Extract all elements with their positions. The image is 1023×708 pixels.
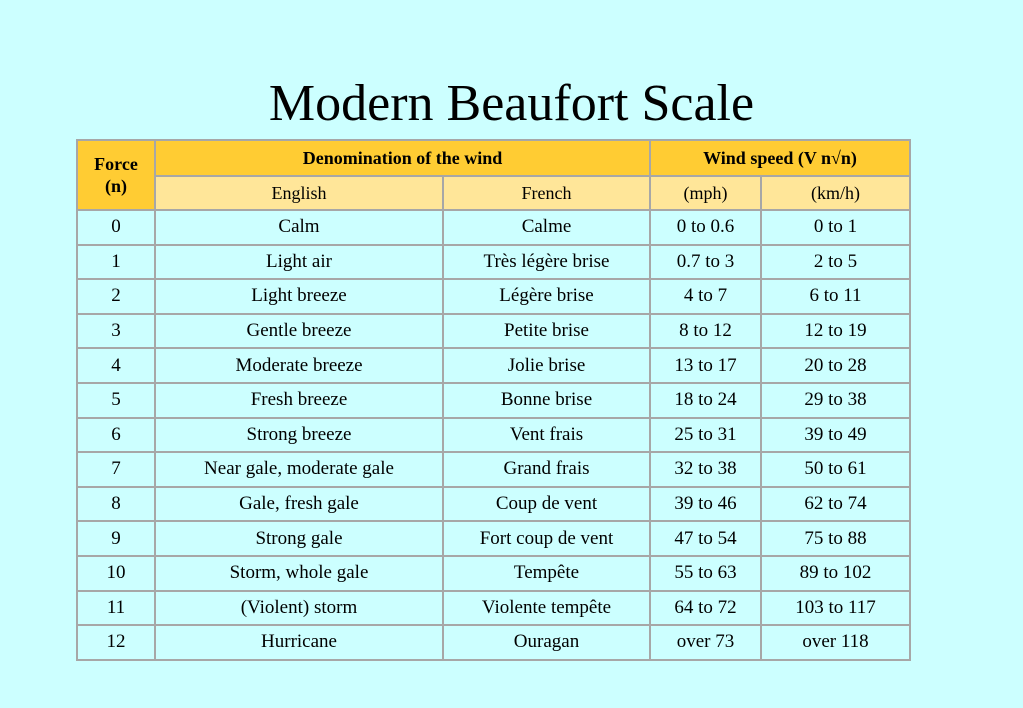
- cell-force: 9: [77, 521, 155, 556]
- cell-mph: 13 to 17: [650, 348, 761, 383]
- cell-french: Très légère brise: [443, 245, 650, 280]
- cell-mph: 25 to 31: [650, 418, 761, 453]
- table-row: [77, 314, 910, 349]
- cell-force: 8: [77, 487, 155, 522]
- table-row: [77, 279, 910, 314]
- cell-english: Fresh breeze: [155, 383, 443, 418]
- cell-french: Violente tempête: [443, 591, 650, 626]
- cell-mph: 0.7 to 3: [650, 245, 761, 280]
- cell-kmh: 12 to 19: [761, 314, 910, 349]
- cell-force: 11: [77, 591, 155, 626]
- cell-mph: 39 to 46: [650, 487, 761, 522]
- cell-mph: 0 to 0.6: [650, 210, 761, 245]
- page-title: Modern Beaufort Scale: [268, 75, 755, 132]
- cell-kmh: 75 to 88: [761, 521, 910, 556]
- table-body: [77, 210, 910, 660]
- cell-french: Bonne brise: [443, 383, 650, 418]
- cell-kmh: 62 to 74: [761, 487, 910, 522]
- cell-french: Calme: [443, 210, 650, 245]
- cell-english: Moderate breeze: [155, 348, 443, 383]
- cell-french: Ouragan: [443, 625, 650, 660]
- table-row: [77, 591, 910, 626]
- cell-english: Strong gale: [155, 521, 443, 556]
- table-row: [77, 245, 910, 280]
- table-row: [77, 210, 910, 245]
- cell-english: Hurricane: [155, 625, 443, 660]
- cell-english: Near gale, moderate gale: [155, 452, 443, 487]
- cell-mph: 55 to 63: [650, 556, 761, 591]
- table-row: [77, 521, 910, 556]
- beaufort-table: [76, 139, 911, 661]
- header-mph: (mph): [650, 176, 761, 210]
- cell-force: 0: [77, 210, 155, 245]
- cell-force: 12: [77, 625, 155, 660]
- cell-force: 3: [77, 314, 155, 349]
- cell-force: 5: [77, 383, 155, 418]
- table-row: [77, 452, 910, 487]
- cell-french: Tempête: [443, 556, 650, 591]
- table-row: [77, 418, 910, 453]
- cell-mph: 47 to 54: [650, 521, 761, 556]
- cell-force: 4: [77, 348, 155, 383]
- header-wind-speed: Wind speed (V n√n): [650, 140, 910, 176]
- cell-mph: 18 to 24: [650, 383, 761, 418]
- cell-french: Légère brise: [443, 279, 650, 314]
- cell-mph: 4 to 7: [650, 279, 761, 314]
- cell-french: Grand frais: [443, 452, 650, 487]
- table-row: [77, 556, 910, 591]
- table-row: [77, 383, 910, 418]
- cell-french: Coup de vent: [443, 487, 650, 522]
- cell-french: Petite brise: [443, 314, 650, 349]
- cell-english: Light breeze: [155, 279, 443, 314]
- cell-kmh: 39 to 49: [761, 418, 910, 453]
- table-row: [77, 348, 910, 383]
- cell-kmh: over 118: [761, 625, 910, 660]
- cell-force: 10: [77, 556, 155, 591]
- header-french: French: [443, 176, 650, 210]
- cell-english: Gale, fresh gale: [155, 487, 443, 522]
- cell-force: 2: [77, 279, 155, 314]
- cell-force: 1: [77, 245, 155, 280]
- cell-french: Jolie brise: [443, 348, 650, 383]
- cell-kmh: 20 to 28: [761, 348, 910, 383]
- cell-mph: 64 to 72: [650, 591, 761, 626]
- cell-english: Calm: [155, 210, 443, 245]
- header-kmh: (km/h): [761, 176, 910, 210]
- table-row: [77, 487, 910, 522]
- header-force: Force (n): [77, 140, 155, 210]
- table-row: [77, 625, 910, 660]
- cell-french: Vent frais: [443, 418, 650, 453]
- cell-kmh: 0 to 1: [761, 210, 910, 245]
- cell-kmh: 2 to 5: [761, 245, 910, 280]
- cell-english: Gentle breeze: [155, 314, 443, 349]
- cell-mph: over 73: [650, 625, 761, 660]
- cell-english: Light air: [155, 245, 443, 280]
- cell-mph: 32 to 38: [650, 452, 761, 487]
- cell-kmh: 29 to 38: [761, 383, 910, 418]
- cell-kmh: 103 to 117: [761, 591, 910, 626]
- cell-english: Strong breeze: [155, 418, 443, 453]
- header-denomination: Denomination of the wind: [155, 140, 650, 176]
- cell-english: Storm, whole gale: [155, 556, 443, 591]
- header-english: English: [155, 176, 443, 210]
- cell-force: 6: [77, 418, 155, 453]
- cell-english: (Violent) storm: [155, 591, 443, 626]
- cell-kmh: 50 to 61: [761, 452, 910, 487]
- cell-force: 7: [77, 452, 155, 487]
- cell-french: Fort coup de vent: [443, 521, 650, 556]
- cell-mph: 8 to 12: [650, 314, 761, 349]
- cell-kmh: 89 to 102: [761, 556, 910, 591]
- cell-kmh: 6 to 11: [761, 279, 910, 314]
